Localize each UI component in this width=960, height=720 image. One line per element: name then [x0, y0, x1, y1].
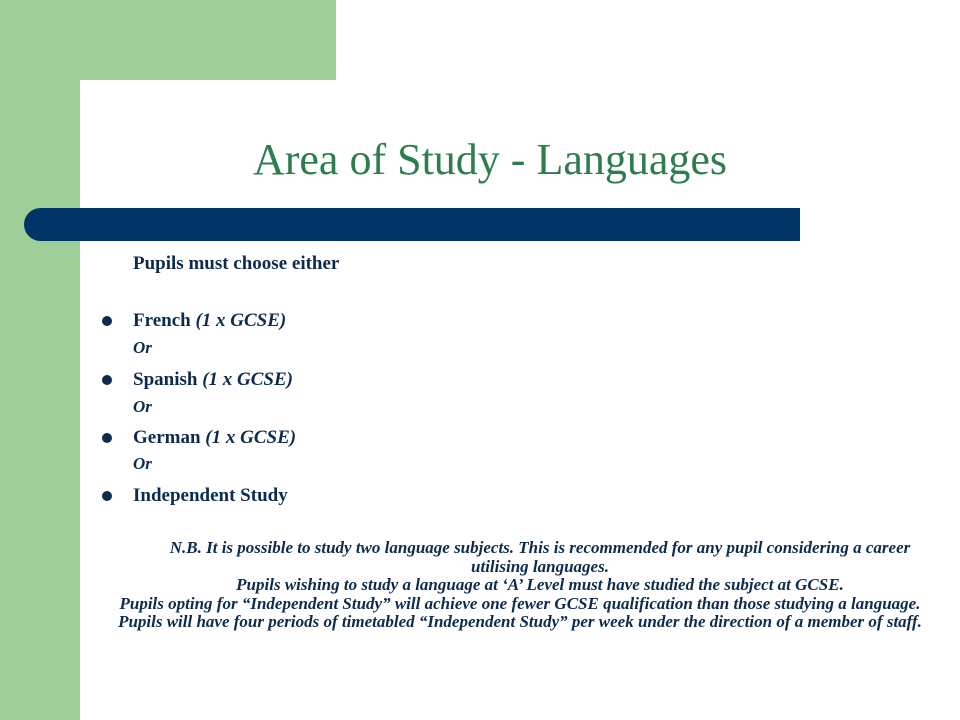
option-detail: (1 x GCSE) [202, 369, 293, 390]
slide-title: Area of Study - Languages [252, 135, 728, 184]
option-detail: (1 x GCSE) [205, 427, 297, 448]
option-name: German [133, 427, 201, 448]
bullet-icon [102, 316, 112, 326]
notes-section [84, 539, 956, 632]
note-nb: N.B. It is possible to study two language subjects. This is recommended for any pupil considering a career utilising languages. [169, 538, 911, 576]
option-detail: (1 x GCSE) [195, 310, 287, 331]
bullet-icon [102, 375, 112, 385]
option-spanish [133, 368, 293, 392]
note-independent-study: Pupils opting for “Independent Study” will achieve one fewer GCSE qualification than those studying a language. Pupils will have four periods of timetabled “Independent Study” per week under the direction of a member of staff. [118, 593, 922, 631]
option-name: French [133, 310, 191, 331]
intro-text: Pupils must choose either [133, 253, 340, 274]
green-side-decoration [0, 0, 80, 720]
option-independent-study [133, 484, 288, 508]
title-underline-bar [24, 208, 800, 241]
bullet-icon [102, 433, 112, 443]
option-name: Spanish [133, 369, 198, 390]
option-french [133, 309, 286, 333]
option-german [133, 426, 296, 450]
or-separator: Or [133, 397, 152, 416]
or-separator: Or [133, 454, 152, 473]
or-separator: Or [133, 338, 152, 357]
option-name: Independent Study [133, 485, 288, 506]
bullet-icon [102, 491, 112, 501]
note-a-level: Pupils wishing to study a language at ‘A’ Level must have studied the subject at GCSE. [236, 575, 844, 594]
